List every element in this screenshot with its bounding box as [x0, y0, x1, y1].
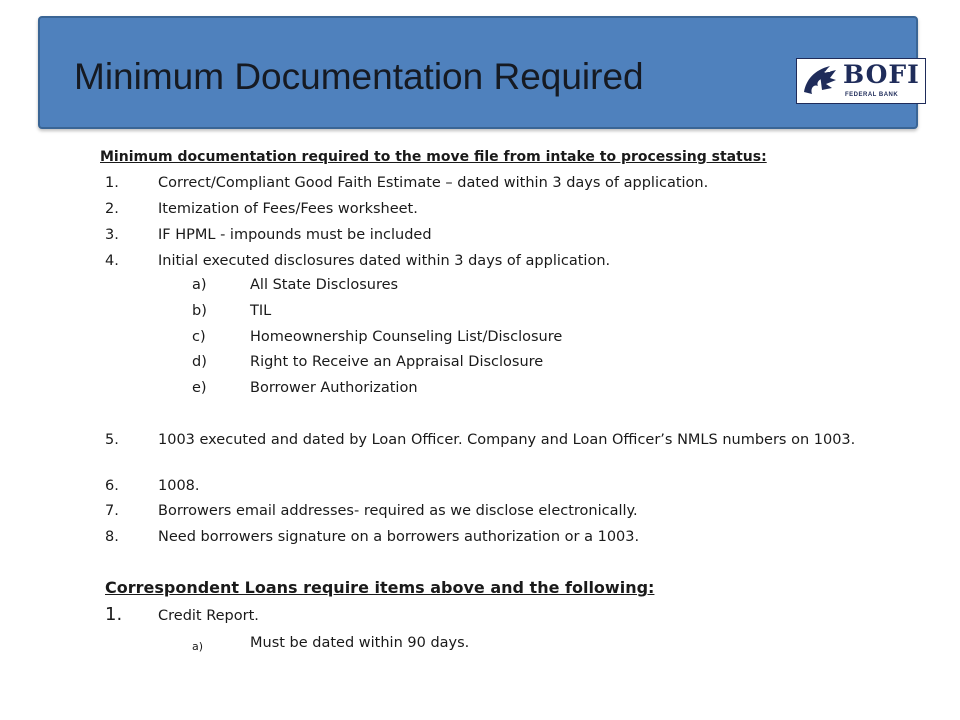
list-text: Initial executed disclosures dated within 3 days of application. — [158, 253, 611, 269]
list-number: 8. — [105, 529, 119, 545]
sub-list-text: All State Disclosures — [250, 277, 399, 293]
list-text: 1008. — [158, 478, 200, 494]
sub-list-letter: e) — [192, 380, 207, 396]
sub-list-text: TIL — [250, 303, 272, 319]
sub-list-text: Borrower Authorization — [250, 380, 418, 396]
list-text: Correct/Compliant Good Faith Estimate – dated within 3 days of application. — [158, 175, 709, 191]
list-text: 1003 executed and dated by Loan Officer. Company and Loan Officer’s NMLS numbers on 1003. — [158, 432, 856, 448]
list-text: Itemization of Fees/Fees worksheet. — [158, 201, 418, 217]
list-number: 1. — [105, 175, 119, 191]
list-text: IF HPML - impounds must be included — [158, 227, 432, 243]
sub-list-letter: d) — [192, 354, 207, 370]
list-number: 6. — [105, 478, 119, 494]
list-text: Borrowers email addresses- required as we disclose electronically. — [158, 503, 638, 519]
logo-text: BOFI — [843, 60, 920, 89]
list-number: 7. — [105, 503, 119, 519]
list-text: Credit Report. — [158, 608, 259, 624]
list-number: 1. — [105, 604, 123, 625]
sub-list-letter: a) — [192, 640, 204, 653]
list-number: 4. — [105, 253, 119, 269]
logo-subtitle: FEDERAL BANK — [845, 92, 899, 98]
section-heading-correspondent: Correspondent Loans require items above and the following: — [105, 578, 655, 597]
list-number: 5. — [105, 432, 119, 448]
sub-list-letter: c) — [192, 329, 206, 345]
sub-list-text: Must be dated within 90 days. — [250, 635, 470, 651]
list-text: Need borrowers signature on a borrowers authorization or a 1003. — [158, 529, 640, 545]
section-heading-intake: Minimum documentation required to the move file from intake to processing status: — [100, 149, 767, 165]
list-number: 2. — [105, 201, 119, 217]
sub-list-letter: a) — [192, 277, 207, 293]
sub-list-text: Homeownership Counseling List/Disclosure — [250, 329, 563, 345]
sub-list-text: Right to Receive an Appraisal Disclosure — [250, 354, 544, 370]
sub-list-letter: b) — [192, 303, 207, 319]
list-number: 3. — [105, 227, 119, 243]
slide-title: Minimum Documentation Required — [74, 56, 644, 97]
